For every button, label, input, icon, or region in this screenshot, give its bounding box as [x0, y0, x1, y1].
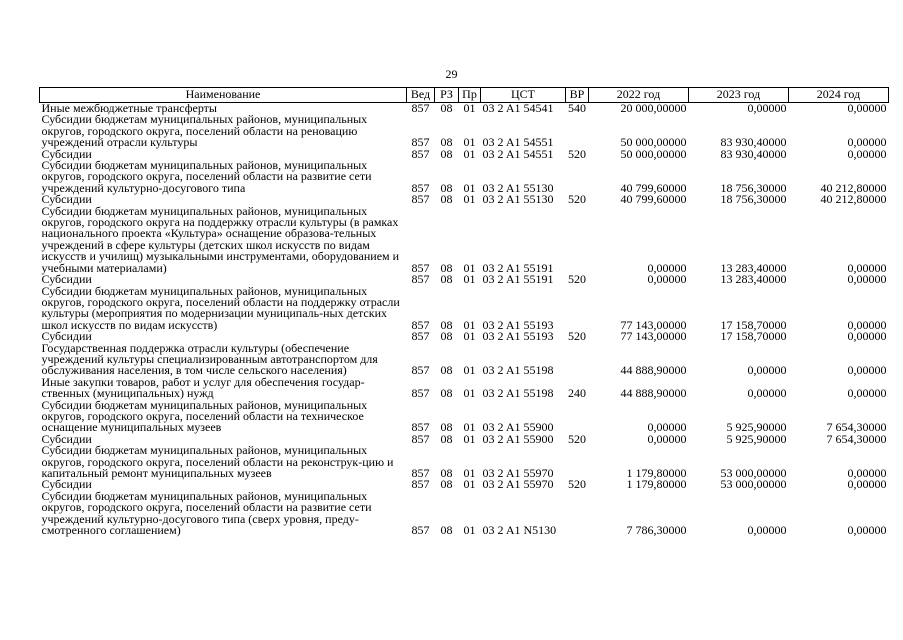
cell-name: Субсидии — [41, 431, 92, 446]
cell-y2023: 18 756,30000 — [720, 192, 787, 207]
cell-cst: 03 2 A1 55900 — [482, 431, 554, 446]
cell-pr: 01 — [463, 101, 476, 115]
header-ved: Вед — [407, 88, 435, 103]
cell-vr: 520 — [568, 431, 586, 446]
table-row — [40, 160, 889, 194]
header-2022: 2022 год — [589, 88, 689, 103]
cell-pr: 01 — [463, 363, 476, 378]
cell-name: Субсидии бюджетам муниципальных районов, муниципальных округов, городского округа, поселений области на развитие сети учреждений культурно-досугового типа — [41, 158, 372, 195]
cell-name: Государственная поддержка отрасли культуры (обеспечение учреждений культуры специализированным автотранспортом для обслуживания населения, в том числе сельского населения) — [41, 340, 378, 378]
cell-y2022: 40 799,60000 — [620, 180, 687, 195]
cell-y2024: 0,00000 — [847, 260, 887, 275]
cell-ved: 857 — [411, 317, 430, 332]
header-vr: ВР — [566, 88, 589, 103]
cell-y2024: 0,00000 — [847, 523, 887, 538]
cell-ved: 857 — [411, 420, 430, 435]
page-number: 29 — [445, 67, 458, 81]
cell-name: Субсидии бюджетам муниципальных районов, муниципальных округов, городского округа, поселений области на реконструк-цию и капитальный ремонт муниципальных музеев — [41, 443, 394, 480]
cell-name: Субсидии бюджетам муниципальных районов, муниципальных округов, городского округа, поселений области на реновацию учреждений отрасли культуры — [41, 112, 368, 150]
cell-y2022: 0,00000 — [647, 260, 687, 275]
cell-rz: 08 — [440, 180, 453, 195]
cell-ved: 857 — [411, 101, 430, 115]
cell-y2023: 18 756,30000 — [720, 180, 787, 195]
cell-cst: 03 2 A1 55900 — [482, 420, 554, 435]
cell-vr: 520 — [568, 329, 586, 344]
cell-pr: 01 — [463, 477, 476, 492]
table-row — [40, 286, 889, 332]
cell-ved: 857 — [411, 272, 430, 287]
cell-y2024: 7 654,30000 — [826, 420, 887, 435]
cell-rz: 08 — [440, 466, 453, 480]
cell-vr — [566, 400, 589, 434]
cell-vr — [566, 343, 589, 377]
cell-rz: 08 — [440, 135, 453, 150]
cell-y2022: 0,00000 — [647, 431, 687, 446]
cell-pr: 01 — [463, 431, 476, 446]
cell-ved: 857 — [411, 146, 430, 161]
cell-ved: 857 — [411, 466, 430, 480]
cell-vr: 240 — [568, 386, 586, 401]
table-row — [40, 377, 889, 400]
cell-y2023: 17 158,70000 — [720, 329, 787, 344]
cell-cst: 03 2 A1 55130 — [482, 192, 554, 207]
cell-y2022: 40 799,60000 — [620, 192, 687, 207]
cell-pr: 01 — [463, 260, 476, 275]
cell-rz: 08 — [440, 101, 453, 115]
cell-y2024: 0,00000 — [847, 363, 887, 378]
table-row — [40, 114, 889, 148]
header-pr: Пр — [459, 88, 481, 103]
cell-vr: 540 — [568, 101, 586, 115]
cell-cst: 03 2 A1 55130 — [482, 180, 554, 195]
cell-ved: 857 — [411, 180, 430, 195]
cell-name: Субсидии — [41, 272, 92, 287]
cell-vr — [566, 445, 589, 479]
cell-vr — [566, 286, 589, 332]
header-rz: РЗ — [435, 88, 459, 103]
cell-y2023: 5 925,90000 — [726, 431, 787, 446]
cell-ved: 857 — [411, 329, 430, 344]
cell-y2022: 1 179,80000 — [626, 466, 687, 480]
cell-name: Субсидии — [41, 329, 92, 344]
cell-y2023: 0,00000 — [747, 523, 787, 538]
cell-name: Субсидии бюджетам муниципальных районов, муниципальных округов, городского округа, поселений области на техническое оснащение муниципальных музеев — [41, 397, 368, 435]
cell-pr: 01 — [463, 272, 476, 287]
cell-rz: 08 — [440, 260, 453, 275]
cell-cst: 03 2 A1 55970 — [482, 466, 554, 480]
cell-vr: 520 — [568, 272, 586, 287]
cell-y2023: 0,00000 — [747, 101, 787, 115]
cell-ved: 857 — [411, 135, 430, 150]
cell-name: Субсидии — [41, 192, 92, 207]
cell-cst: 03 2 A1 N5130 — [482, 523, 557, 538]
cell-cst: 03 2 A1 55193 — [482, 317, 554, 332]
cell-pr: 01 — [463, 386, 476, 401]
cell-y2024: 0,00000 — [847, 386, 887, 401]
cell-y2023: 13 283,40000 — [720, 260, 787, 275]
cell-y2024: 0,00000 — [847, 146, 887, 161]
cell-pr: 01 — [463, 317, 476, 332]
cell-y2022: 50 000,00000 — [620, 146, 687, 161]
cell-pr: 01 — [463, 466, 476, 480]
cell-vr: 520 — [568, 477, 586, 492]
cell-name: Субсидии бюджетам муниципальных районов, муниципальных округов, городского округа, поселений области на поддержку отрасли культуры (мероприятия по модернизации муниципаль-ных детских школ искусств по видам искусств) — [41, 283, 400, 332]
cell-y2023: 83 930,40000 — [720, 135, 787, 150]
cell-y2022: 1 179,80000 — [626, 477, 687, 492]
header-2024: 2024 год — [789, 88, 889, 103]
cell-rz: 08 — [440, 272, 453, 287]
cell-ved: 857 — [411, 363, 430, 378]
cell-name: Иные межбюджетные трансферты — [41, 101, 217, 115]
cell-rz: 08 — [440, 146, 453, 161]
cell-rz: 08 — [440, 386, 453, 401]
cell-pr: 01 — [463, 180, 476, 195]
cell-ved: 857 — [411, 260, 430, 275]
cell-cst: 03 2 A1 54551 — [482, 146, 554, 161]
cell-pr: 01 — [463, 329, 476, 344]
cell-ved: 857 — [411, 523, 430, 538]
cell-rz: 08 — [440, 329, 453, 344]
cell-y2024: 0,00000 — [847, 477, 887, 492]
cell-name: Субсидии — [41, 146, 92, 161]
cell-y2023: 17 158,70000 — [720, 317, 787, 332]
cell-rz: 08 — [440, 363, 453, 378]
cell-y2022: 44 888,90000 — [620, 386, 687, 401]
header-cst: ЦСТ — [481, 88, 566, 103]
cell-vr — [566, 160, 589, 194]
cell-y2022: 20 000,00000 — [620, 101, 687, 115]
cell-pr: 01 — [463, 420, 476, 435]
cell-vr: 520 — [568, 146, 586, 161]
cell-y2024: 7 654,30000 — [826, 431, 887, 446]
cell-vr — [566, 114, 589, 148]
cell-y2024: 40 212,80000 — [820, 180, 887, 195]
cell-y2024: 40 212,80000 — [820, 192, 887, 207]
cell-cst: 03 2 A1 55198 — [482, 386, 554, 401]
cell-pr: 01 — [463, 146, 476, 161]
cell-name: Субсидии бюджетам муниципальных районов, муниципальных округов, городского округа на поддержку отрасли культуры (в рамках национального проекта «Культура» оснащение образова-тельных учреждений в сфере культуры (детских школ искусств по видам искусств и училищ) музыкальными инструментами, оборудованием и учебными материалами) — [41, 203, 400, 275]
cell-vr — [566, 491, 589, 537]
cell-name: Субсидии бюджетам муниципальных районов, муниципальных округов, городского округа, поселений области на развитие сети учреждений культурно-досугового типа (сверх уровня, преду-смотренного соглашением) — [41, 488, 372, 538]
table-row — [40, 400, 889, 434]
cell-cst: 03 2 A1 55191 — [482, 272, 554, 287]
header-2023: 2023 год — [689, 88, 789, 103]
cell-y2023: 53 000,00000 — [720, 477, 787, 492]
cell-y2023: 0,00000 — [747, 386, 787, 401]
cell-y2023: 13 283,40000 — [720, 272, 787, 287]
cell-pr: 01 — [463, 135, 476, 150]
cell-y2022: 0,00000 — [647, 420, 687, 435]
cell-vr — [566, 206, 589, 274]
cell-cst: 03 2 A1 55970 — [482, 477, 554, 492]
table-row — [40, 445, 889, 479]
cell-y2023: 0,00000 — [747, 363, 787, 378]
cell-rz: 08 — [440, 523, 453, 538]
cell-ved: 857 — [411, 192, 430, 207]
cell-y2022: 77 143,00000 — [620, 317, 687, 332]
cell-rz: 08 — [440, 431, 453, 446]
cell-ved: 857 — [411, 477, 430, 492]
table-row — [40, 491, 889, 537]
cell-y2022: 0,00000 — [647, 272, 687, 287]
cell-rz: 08 — [440, 420, 453, 435]
cell-y2023: 53 000,00000 — [720, 466, 787, 480]
cell-cst: 03 2 A1 55191 — [482, 260, 554, 275]
cell-y2024: 0,00000 — [847, 272, 887, 287]
cell-y2024: 0,00000 — [847, 329, 887, 344]
cell-vr: 520 — [568, 192, 586, 207]
cell-y2022: 7 786,30000 — [626, 523, 687, 538]
cell-rz: 08 — [440, 477, 453, 492]
cell-rz: 08 — [440, 192, 453, 207]
cell-name: Субсидии — [41, 477, 92, 492]
cell-pr: 01 — [463, 192, 476, 207]
cell-y2024: 0,00000 — [847, 466, 887, 480]
table-row — [40, 343, 889, 377]
cell-ved: 857 — [411, 431, 430, 446]
cell-cst: 03 2 A1 55198 — [482, 363, 554, 378]
cell-y2024: 0,00000 — [847, 317, 887, 332]
cell-y2022: 44 888,90000 — [620, 363, 687, 378]
cell-y2024: 0,00000 — [847, 135, 887, 150]
cell-ved: 857 — [411, 386, 430, 401]
table-row — [40, 206, 889, 274]
budget-table — [39, 87, 889, 536]
cell-y2023: 83 930,40000 — [720, 146, 787, 161]
cell-cst: 03 2 A1 54551 — [482, 135, 554, 150]
cell-y2023: 5 925,90000 — [726, 420, 787, 435]
cell-pr: 01 — [463, 523, 476, 538]
cell-y2024: 0,00000 — [847, 101, 887, 115]
cell-y2022: 50 000,00000 — [620, 135, 687, 150]
cell-cst: 03 2 A1 55193 — [482, 329, 554, 344]
cell-y2022: 77 143,00000 — [620, 329, 687, 344]
cell-cst: 03 2 A1 54541 — [482, 101, 554, 115]
cell-name: Иные закупки товаров, работ и услуг для обеспечения государ-ственных (муниципальных) нужд — [41, 374, 365, 401]
header-name: Наименование — [40, 88, 407, 103]
cell-rz: 08 — [440, 317, 453, 332]
